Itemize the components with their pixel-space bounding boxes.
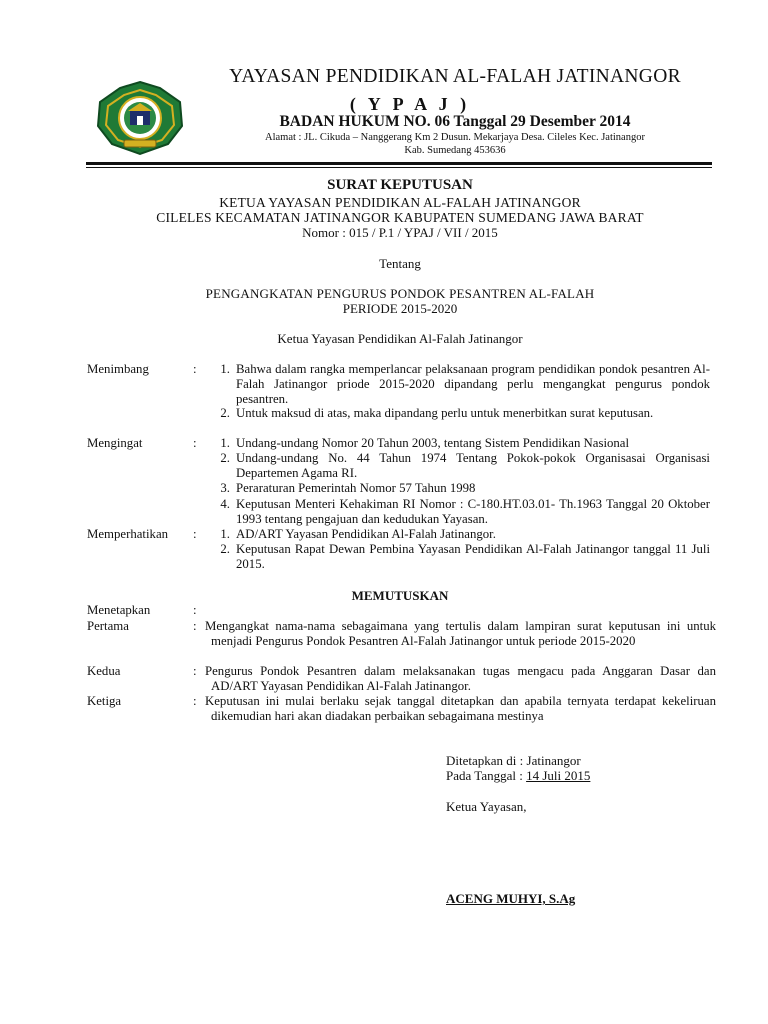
org-legal-basis: BADAN HUKUM NO. 06 Tanggal 29 Desember 2014 (279, 113, 631, 130)
list-item-number: 1. (220, 362, 230, 376)
decree-subject-line-2: PERIODE 2015-2020 (342, 301, 458, 316)
org-title: YAYASAN PENDIDIKAN AL-FALAH JATINANGOR (229, 66, 681, 87)
list-item-number: 2. (220, 406, 230, 420)
decision-text-kedua: Pengurus Pondok Pesantren dalam melaksanakan tugas mengacu pada Anggaran Dasar dan AD/ART Yayasan Pendidikan Al-Falah Jatinangor. (205, 664, 716, 693)
signature-date (446, 768, 590, 784)
list-item-number: 2. (220, 451, 230, 465)
decision-label-ketiga: Ketiga (87, 694, 122, 708)
section-colon: : (193, 362, 197, 376)
decree-number: Nomor : 015 / P.1 / YPAJ / VII / 2015 (302, 225, 498, 240)
section-colon: : (193, 436, 197, 450)
org-abbreviation: ( Y P A J ) (349, 94, 471, 114)
decree-intro: Ketua Yayasan Pendidikan Al-Falah Jatinangor (277, 331, 523, 346)
decree-issuer-line-2: CILELES KECAMATAN JATINANGOR KABUPATEN SUMEDANG JAWA BARAT (156, 210, 644, 225)
decision-text-ketiga: Keputusan ini mulai berlaku sejak tanggal ditetapkan dan apabila ternyata terdapat kekeliruan dikemudian hari akan diadakan perbaikan sebagaimana mestinya (205, 694, 716, 723)
signature-date-label: Pada Tanggal : (446, 768, 527, 783)
section-colon: : (193, 664, 197, 678)
list-item-number: 1. (220, 527, 230, 541)
signature-date-value: 14 Juli 2015 (526, 768, 591, 783)
signature-place-value: Jatinangor (526, 753, 581, 768)
list-item-number: 3. (220, 481, 230, 495)
decree-subject-line-1: PENGANGKATAN PENGURUS PONDOK PESANTREN AL-FALAH (205, 286, 595, 301)
signature-role: Ketua Yayasan, (446, 799, 527, 814)
decision-label-menetapkan: Menetapkan (87, 603, 151, 617)
list-item-text: Untuk maksud di atas, maka dipandang perlu untuk menerbitkan surat keputusan. (236, 406, 654, 420)
list-item-text: Keputusan Rapat Dewan Pembina Yayasan Pendidikan Al-Falah Jatinangor tanggal 11 Juli 2015. (236, 542, 710, 571)
list-item-number: 2. (220, 542, 230, 556)
list-item-text: Peraraturan Pemerintah Nomor 57 Tahun 1998 (236, 481, 476, 495)
section-colon: : (193, 619, 197, 633)
list-item-text: Bahwa dalam rangka memperlancar pelaksanaan program pendidikan pondok pesantren Al-Falah Jatinangor priode 2015-2020 dipandang perlu mengangkat pengurus pondok pesantren. (236, 362, 710, 406)
list-item-text: Undang-undang Nomor 20 Tahun 2003, tentang Sistem Pendidikan Nasional (236, 436, 630, 450)
signatory-name: ACENG MUHYI, S.Ag (446, 891, 576, 906)
foundation-logo (94, 80, 186, 156)
letterhead-rule-thin (86, 167, 712, 168)
org-address-line-1: Alamat : JL. Cikuda – Nanggerang Km 2 Dusun. Mekarjaya Desa. Cileles Kec. Jatinangor (265, 132, 645, 143)
section-colon: : (193, 527, 197, 541)
decision-text-pertama: Mengangkat nama-nama sebagaimana yang tertulis dalam lampiran surat keputusan ini untuk menjadi Pengurus Pondok Pesantren Al-Falah Jatinangor untuk periode 2015-2020 (205, 619, 716, 648)
org-address-line-2: Kab. Sumedang 453636 (404, 145, 506, 156)
tentang-label: Tentang (379, 256, 421, 271)
signature-place-label: Ditetapkan di : (446, 753, 527, 768)
section-colon: : (193, 603, 197, 617)
section-label-menimbang: Menimbang (87, 362, 149, 376)
section-label-mengingat: Mengingat (87, 436, 143, 450)
list-item-number: 1. (220, 436, 230, 450)
list-item-number: 4. (220, 497, 230, 511)
decree-issuer-line-1: KETUA YAYASAN PENDIDIKAN AL-FALAH JATINANGOR (219, 195, 581, 210)
section-colon: : (193, 694, 197, 708)
section-label-memperhatikan: Memperhatikan (87, 527, 169, 541)
signature-place (446, 753, 581, 769)
list-item-text: Undang-undang No. 44 Tahun 1974 Tentang Pokok-pokok Organisasai Organisasi Departemen Agama RI. (236, 451, 710, 480)
list-item-text: Keputusan Menteri Kehakiman RI Nomor : C-180.HT.03.01- Th.1963 Tanggal 20 Oktober 1993 tentang pengajuan dan kedudukan Yayasan. (236, 497, 710, 526)
letterhead-rule-thick (86, 162, 712, 165)
decision-label-pertama: Pertama (87, 619, 129, 633)
decision-label-kedua: Kedua (87, 664, 121, 678)
decree-title: SURAT KEPUTUSAN (327, 177, 473, 193)
list-item-text: AD/ART Yayasan Pendidikan Al-Falah Jatinangor. (236, 527, 496, 541)
memutuskan-heading: MEMUTUSKAN (351, 588, 449, 603)
